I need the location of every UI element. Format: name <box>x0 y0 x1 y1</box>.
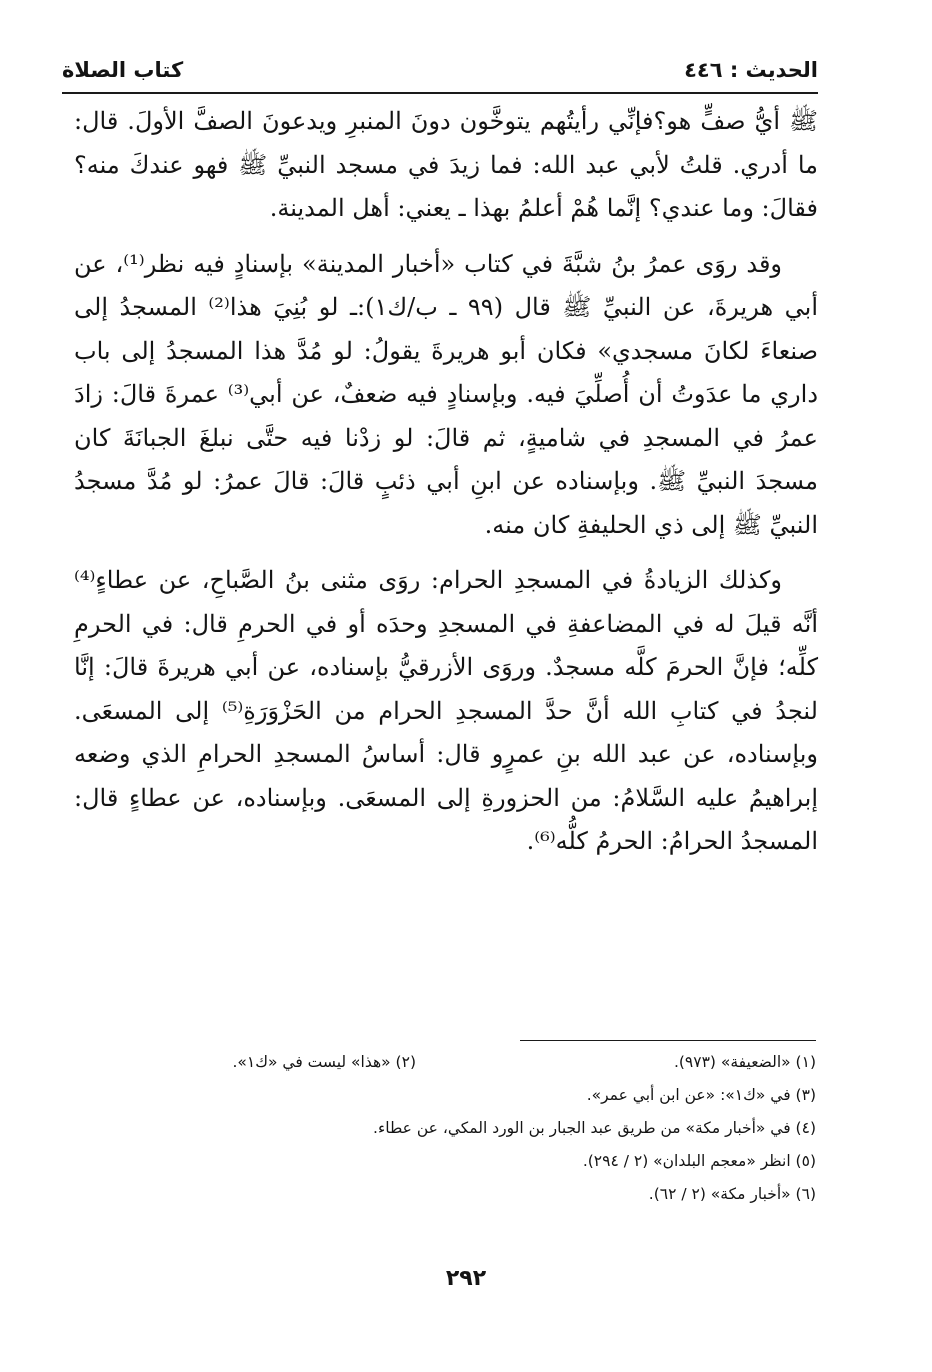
hadith-number-label: الحديث : ٤٤٦ <box>684 58 818 82</box>
footnote-4: (٤) في «أخبار مكة» من طريق عبد الجبار بن الورد المكي، عن عطاء. <box>373 1119 816 1137</box>
footnote-1: (١) «الضعيفة» (٩٧٣). <box>673 1053 816 1071</box>
footnote-3: (٣) في «ك١»: «عن ابن أبي عمر». <box>586 1086 816 1104</box>
footnote-row <box>100 1112 816 1145</box>
footnote-6: (٦) «أخبار مكة» (٢ / ٦٢). <box>648 1185 816 1203</box>
footnote-2: (٢) «هذا» ليست في «ك١». <box>232 1053 416 1071</box>
paragraph-1: ﷺ أيُّ صفٍّ هو؟فإنِّي رأيتُهم يتوخَّون دونَ المنبرِ ويدعونَ الصفَّ الأولَ. قال: ما أدري. قلتُ لأبي عبد الله: فما زيدَ في مسجد النبيِّ ﷺ فهو عندكَ منه؟ فقالَ: وما عندي؟ إنَّما هُمْ أعلمُ بهذا ـ يعني: أهل المدينة. <box>74 107 819 222</box>
page-number: ٢٩٢ <box>445 1266 487 1291</box>
running-header <box>62 52 818 88</box>
paragraph-2: وقد روَى عمرُ بنُ شبَّةَ في كتاب «أخبار المدينة» بإسنادٍ فيه نظر⁽¹⁾، عن أبي هريرةَ، عن النبيِّ ﷺ قال (٩٩ ـ ب/ك١):ـ لو بُنِيَ هذا⁽²⁾ المسجدُ إلى صنعاءَ لكانَ مسجدي» فكان أبو هريرةَ يقولُ: لو مُدَّ هذا المسجدُ إلى باب داري ما عدَوتُ أن أُصلِّيَ فيه. وبإسنادٍ فيه ضعفٌ، عن أبي⁽³⁾ عمرةَ قالَ: زادَ عمرُ في المسجدِ في شاميةٍ، ثم قالَ: لو زدْنا فيه حتَّى نبلغَ الجبانَةَ كان مسجدَ النبيِّ ﷺ. وبإسناده عن ابنِ أبي ذئبٍ قالَ: قالَ عمرُ: لو مُدَّ مسجدُ النبيِّ ﷺ إلى ذي الحليفةِ كان منه. <box>74 249 818 539</box>
paragraph-3: وكذلك الزيادةُ في المسجدِ الحرام: روَى مثنى بنُ الصَّباحِ، عن عطاءٍ⁽⁴⁾ أنَّه قيلَ له في المضاعفةِ في المسجدِ وحدَه أو في الحرمِ قال: في الحرمِ كلِّه؛ فإنَّ الحرمَ كلَّه مسجدٌ. وروَى الأزرقيُّ بإسناده، عن أبي هريرةَ قالَ: إنَّا لنجدُ في كتابِ الله أنَّ حدَّ المسجدِ الحرام من الحَزْوَرَةِ⁽⁵⁾ إلى المسعَى. وبإسناده، عن عبد الله بنِ عمرٍو قال: أساسُ المسجدِ الحرامِ الذي وضعه إبراهيمُ عليه السَّلامُ: من الحزورةِ إلى المسعَى. وبإسناده، عن عطاءٍ قال: المسجدُ الحرامُ: الحرمُ كلُّه⁽⁶⁾. <box>74 566 818 855</box>
header-divider <box>62 92 818 94</box>
book-title: كتاب الصلاة <box>62 58 184 82</box>
footnote-5: (٥) انظر «معجم البلدان» (٢ / ٢٩٤). <box>582 1152 816 1170</box>
footnote-row <box>100 1145 816 1178</box>
footnote-row <box>100 1046 816 1079</box>
footnote-divider <box>520 1040 816 1041</box>
footnote-row <box>100 1079 816 1112</box>
main-text <box>74 100 818 864</box>
footnote-row <box>100 1178 816 1211</box>
footnotes <box>100 1046 816 1211</box>
